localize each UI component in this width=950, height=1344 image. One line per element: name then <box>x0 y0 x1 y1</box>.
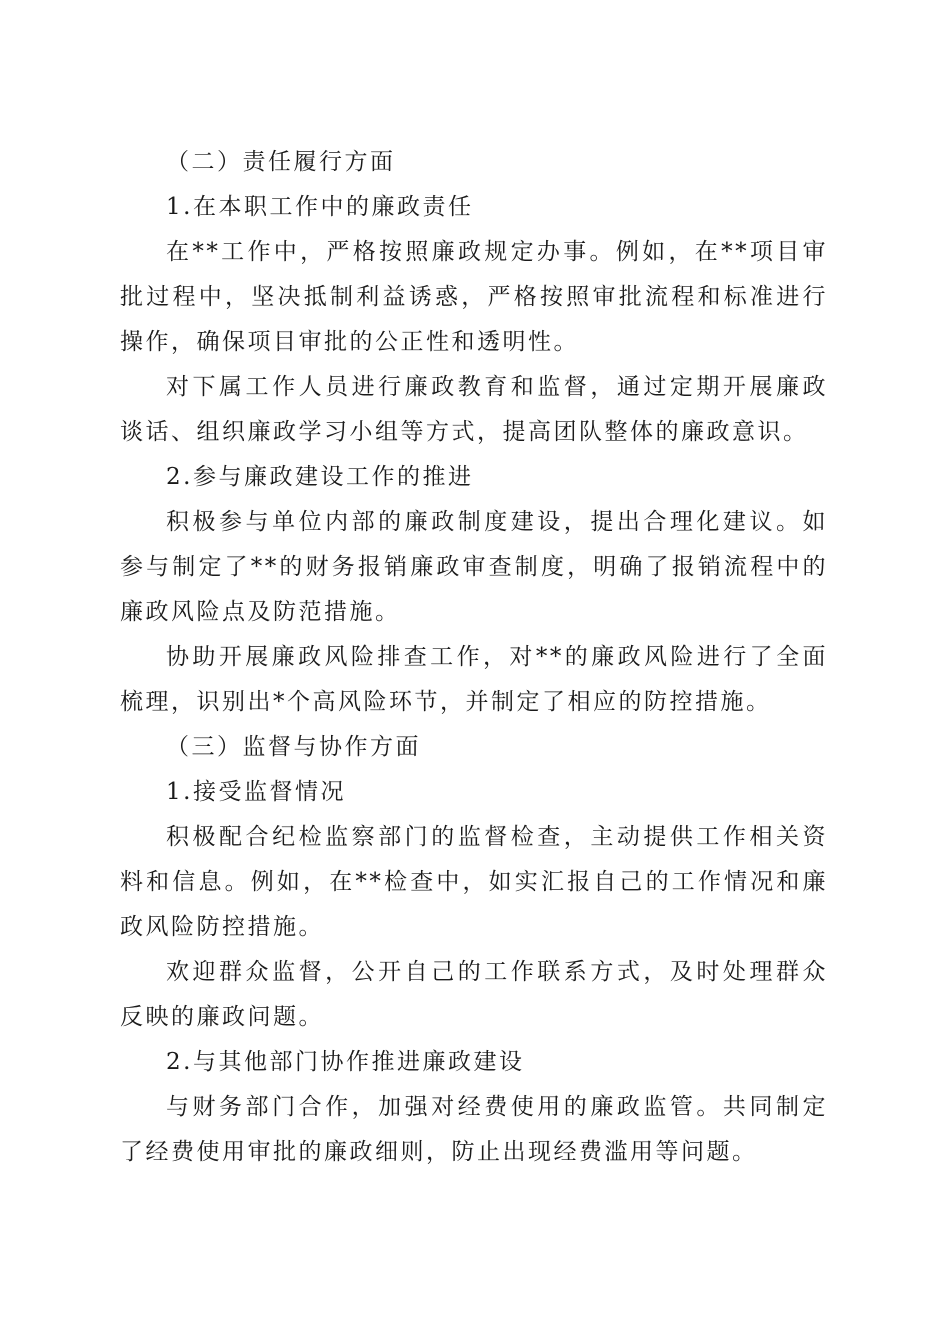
paragraph: 在**工作中，严格按照廉政规定办事。例如，在**项目审批过程中，坚决抵制利益诱惑，严格按照审批流程和标准进行操作，确保项目审批的公正性和透明性。 <box>120 239 828 355</box>
paragraph: 与财务部门合作，加强对经费使用的廉政监管。共同制定了经费使用审批的廉政细则，防止出现经费滥用等问题。 <box>120 1094 828 1165</box>
section-heading-responsibility: （二）责任履行方面 <box>166 149 396 175</box>
document-body <box>120 140 828 1175</box>
paragraph: 对下属工作人员进行廉政教育和监督，通过定期开展廉政谈话、组织廉政学习小组等方式，提高团队整体的廉政意识。 <box>120 374 828 445</box>
subsection-title-cooperation: 2.与其他部门协作推进廉政建设 <box>166 1049 525 1075</box>
paragraph: 欢迎群众监督，公开自己的工作联系方式，及时处理群众反映的廉政问题。 <box>120 959 828 1030</box>
subsection-title-duty: 1.在本职工作中的廉政责任 <box>166 194 474 220</box>
subsection-title-accept-supervision: 1.接受监督情况 <box>166 779 346 805</box>
subsection-title-participation: 2.参与廉政建设工作的推进 <box>166 464 474 490</box>
paragraph: 积极配合纪检监察部门的监督检查，主动提供工作相关资料和信息。例如，在**检查中，如实汇报自己的工作情况和廉政风险防控措施。 <box>120 824 828 940</box>
paragraph: 积极参与单位内部的廉政制度建设，提出合理化建议。如参与制定了**的财务报销廉政审查制度，明确了报销流程中的廉政风险点及防范措施。 <box>120 509 828 625</box>
section-heading-supervision: （三）监督与协作方面 <box>166 734 421 760</box>
paragraph: 协助开展廉政风险排查工作，对**的廉政风险进行了全面梳理，识别出*个高风险环节，并制定了相应的防控措施。 <box>120 644 828 715</box>
